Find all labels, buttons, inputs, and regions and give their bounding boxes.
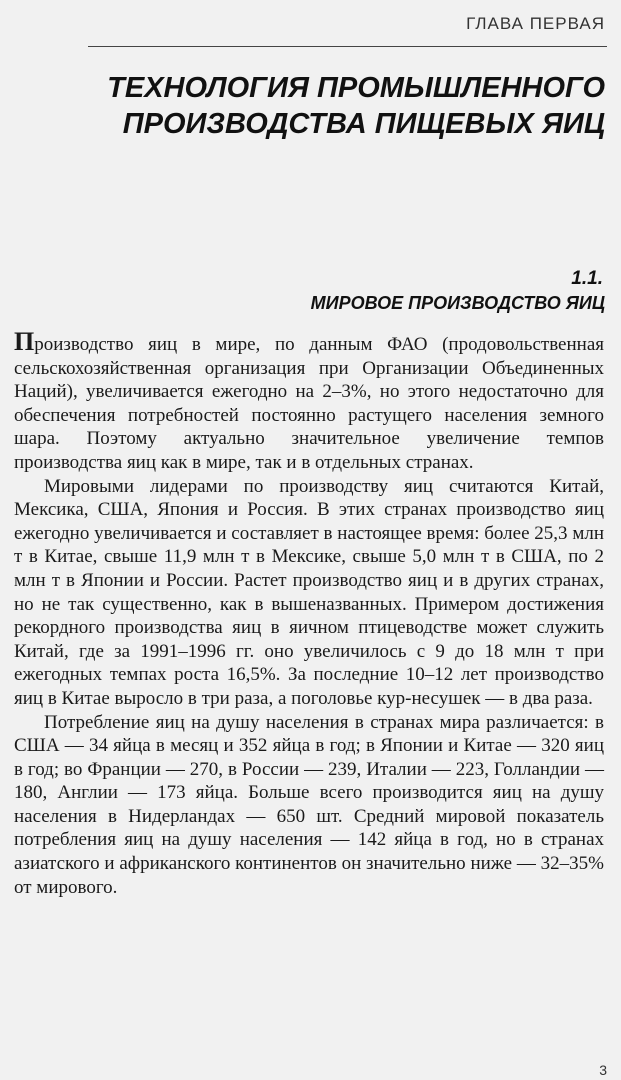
paragraph-3: Потребление яиц на душу населения в странах мира различается: в США — 34 яйца в месяц и 352 яйца в год; в Японии и Китае — 320 яиц в год; во Франции — 270, в России — 239, Италии — 223, Голландии — 180, Англии — 173 яйца. Больше всего производится яиц на душу населения в Нидерландах — 650 шт. Средний мировой показатель потребления яиц на душу населения — 142 яйца в год, но в странах азиатского и африканского континентов он значительно ниже — 32–35% от мирового. — [14, 711, 604, 898]
paragraph-1-text: роизводство яиц в мире, по данным ФАО (продовольственная сельскохозяйственная организация при Организации Объединенных Наций), увеличивается ежегодно на 2–3%, но этого недостаточно для обеспечения потребностей постоянно растущего населения земного шара. Поэтому актуально значительное увеличение темпов производства яиц как в мире, так и в отдельных странах. — [14, 334, 604, 473]
running-header: ГЛАВА ПЕРВАЯ — [466, 14, 605, 33]
page-number: 3 — [599, 1062, 607, 1078]
section-number: 1.1. — [571, 268, 603, 289]
drop-cap: П — [14, 327, 35, 356]
section-title: МИРОВОЕ ПРОИЗВОДСТВО ЯИЦ — [310, 293, 605, 313]
body-text — [14, 327, 604, 899]
paragraph-2: Мировыми лидерами по производству яиц считаются Китай, Мексика, США, Япония и Россия. В этих странах производство яиц ежегодно увеличивается и составляет в настоящее время: более 25,3 млн т в Китае, свыше 11,9 млн т в Мексике, свыше 5,0 млн т в США, по 2 млн т в Японии и России. Растет производство яиц и в других странах, но не так существенно, как в вышеназванных. Примером достижения рекордного производства яиц в яичном птицеводстве может служить Китай, где за 1991–1996 гг. оно увеличилось с 9 до 18 млн т при ежегодных темпах роста 16,5%. За последние 10–12 лет производство яиц в Китае выросло в три раза, а поголовье кур-несушек — в два раза. — [14, 475, 604, 709]
chapter-title-line-2: ПРОИЗВОДСТВА ПИЩЕВЫХ ЯИЦ — [122, 108, 605, 140]
header-divider — [88, 46, 607, 47]
chapter-title — [45, 70, 605, 142]
paragraph-1 — [14, 327, 604, 475]
chapter-title-line-1: ТЕХНОЛОГИЯ ПРОМЫШЛЕННОГО — [107, 72, 605, 104]
